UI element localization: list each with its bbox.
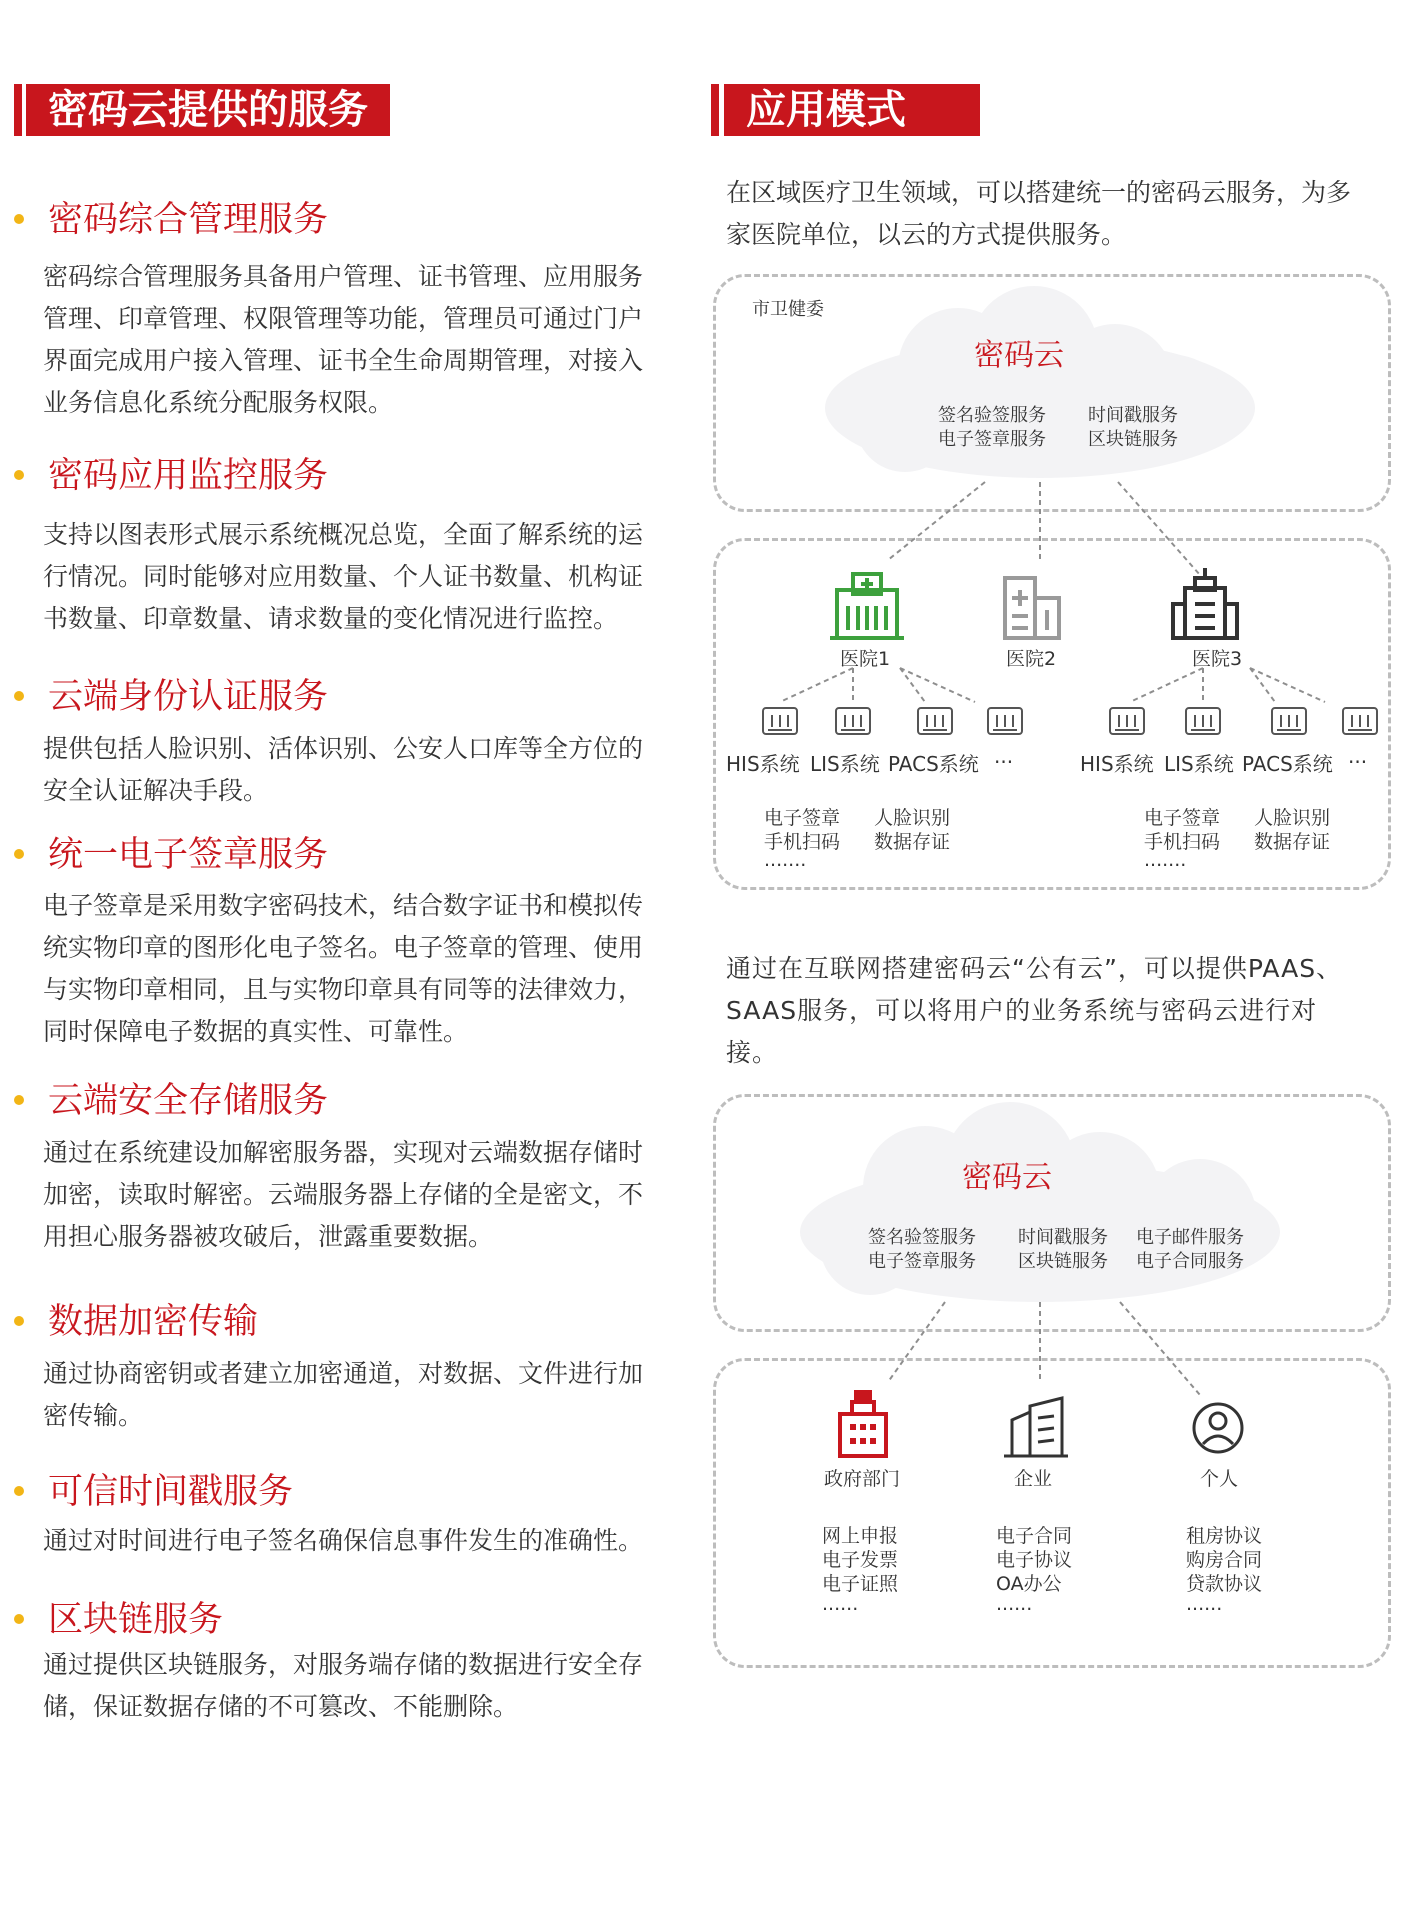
system-label: ... [994, 744, 1014, 768]
use-case-label: 电子发票 [822, 1549, 899, 1571]
use-case-label: 电子证照 [822, 1573, 899, 1595]
system-label: HIS系统 [726, 752, 800, 776]
service-title: 云端身份认证服务 [48, 677, 329, 717]
use-case-label: ...... [822, 1593, 859, 1615]
feature-label: 人脸识别 [1254, 807, 1331, 829]
system-label: HIS系统 [1080, 752, 1154, 776]
service-desc: 通过对时间进行电子签名确保信息事件发生的准确性。 [43, 1526, 644, 1555]
org-label: 市卫健委 [752, 299, 824, 320]
feature-label: ....... [764, 849, 807, 871]
connector-lines [888, 1302, 1200, 1395]
system-label: PACS系统 [888, 752, 979, 776]
hospital-label: 医院1 [840, 648, 891, 670]
cloud-service: 电子签章服务 [938, 429, 1046, 450]
service-desc: 通过提供区块链服务，对服务端存储的数据进行安全存储，保证数据存储的不可篡改、不能删除。 [43, 1650, 644, 1721]
cloud-service: 电子邮件服务 [1136, 1227, 1244, 1248]
cloud-service: 电子签章服务 [868, 1251, 976, 1272]
cloud-service: 签名验签服务 [938, 405, 1046, 426]
service-title: 数据加密传输 [48, 1302, 259, 1342]
government-icon [840, 1392, 886, 1456]
service-desc: 提供包括人脸识别、活体识别、公安人口库等全方位的安全认证解决手段。 [43, 734, 644, 805]
hospital-label: 医院2 [1006, 648, 1057, 670]
intro-paragraph-2: 通过在互联网搭建密码云“公有云”，可以提供PAAS、SAAS服务，可以将用户的业务系统与密码云进行对接。 [726, 954, 1343, 1067]
system-label: LIS系统 [1164, 752, 1234, 776]
user-type-label: 政府部门 [824, 1468, 901, 1490]
feature-label: 手机扫码 [764, 831, 841, 853]
service-title: 可信时间戳服务 [48, 1472, 294, 1512]
system-label: PACS系统 [1242, 752, 1333, 776]
service-desc: 电子签章是采用数字密码技术，结合数字证书和模拟传统实物印章的图形化电子签名。电子签章的管理、使用与实物印章相同，且与实物印章具有同等的法律效力，同时保障电子数据的真实性、可靠性。 [43, 891, 644, 1046]
feature-label: 数据存证 [874, 831, 951, 853]
use-case-label: 网上申报 [822, 1525, 899, 1547]
system-label: ... [1348, 744, 1368, 768]
cloud-title: 密码云 [974, 338, 1064, 373]
service-title: 密码应用监控服务 [48, 456, 329, 496]
service-desc: 密码综合管理服务具备用户管理、证书管理、应用服务管理、印章管理、权限管理等功能，管理员可通过门户界面完成用户接入管理、证书全生命周期管理，对接入业务信息化系统分配服务权限。 [43, 262, 644, 417]
cloud-title: 密码云 [962, 1160, 1052, 1195]
service-title: 密码综合管理服务 [48, 200, 329, 240]
cloud-service: 电子合同服务 [1136, 1251, 1244, 1272]
use-case-label: OA办公 [996, 1573, 1062, 1595]
feature-label: 电子签章 [764, 807, 841, 829]
cloud-service: 时间戳服务 [1018, 1227, 1108, 1248]
right-section-title: 应用模式 [724, 84, 980, 136]
use-case-label: 电子合同 [996, 1525, 1073, 1547]
service-title: 区块链服务 [48, 1600, 224, 1640]
user-type-label: 个人 [1200, 1468, 1239, 1490]
hospital-label: 医院3 [1192, 648, 1243, 670]
system-label: LIS系统 [810, 752, 880, 776]
cloud-service: 区块链服务 [1018, 1251, 1108, 1272]
service-title: 云端安全存储服务 [48, 1081, 329, 1121]
use-case-label: ...... [1186, 1593, 1223, 1615]
use-case-label: ...... [996, 1593, 1033, 1615]
cloud-service: 时间戳服务 [1088, 405, 1178, 426]
service-title: 统一电子签章服务 [48, 835, 329, 875]
feature-label: ....... [1144, 849, 1187, 871]
service-desc: 通过协商密钥或者建立加密通道，对数据、文件进行加密传输。 [43, 1359, 644, 1430]
feature-label: 电子签章 [1144, 807, 1221, 829]
person-icon [1194, 1404, 1242, 1452]
use-case-label: 购房合同 [1186, 1549, 1263, 1571]
left-section-title: 密码云提供的服务 [26, 84, 390, 136]
enterprise-icon [1004, 1398, 1068, 1456]
feature-label: 手机扫码 [1144, 831, 1221, 853]
use-case-label: 贷款协议 [1186, 1573, 1263, 1595]
service-desc: 支持以图表形式展示系统概况总览，全面了解系统的运行情况。同时能够对应用数量、个人证书数量、机构证书数量、印章数量、请求数量的变化情况进行监控。 [43, 520, 644, 633]
intro-paragraph-1: 在区域医疗卫生领域，可以搭建统一的密码云服务，为多家医院单位，以云的方式提供服务。 [726, 178, 1352, 249]
use-case-label: 电子协议 [996, 1549, 1073, 1571]
feature-label: 数据存证 [1254, 831, 1331, 853]
cloud-service: 签名验签服务 [868, 1227, 976, 1248]
use-case-label: 租房协议 [1186, 1525, 1263, 1547]
service-desc: 通过在系统建设加解密服务器，实现对云端数据存储时加密，读取时解密。云端服务器上存储的全是密文，不用担心服务器被攻破后，泄露重要数据。 [43, 1138, 644, 1251]
cloud-service: 区块链服务 [1088, 429, 1178, 450]
user-type-label: 企业 [1014, 1468, 1053, 1490]
feature-label: 人脸识别 [874, 807, 951, 829]
